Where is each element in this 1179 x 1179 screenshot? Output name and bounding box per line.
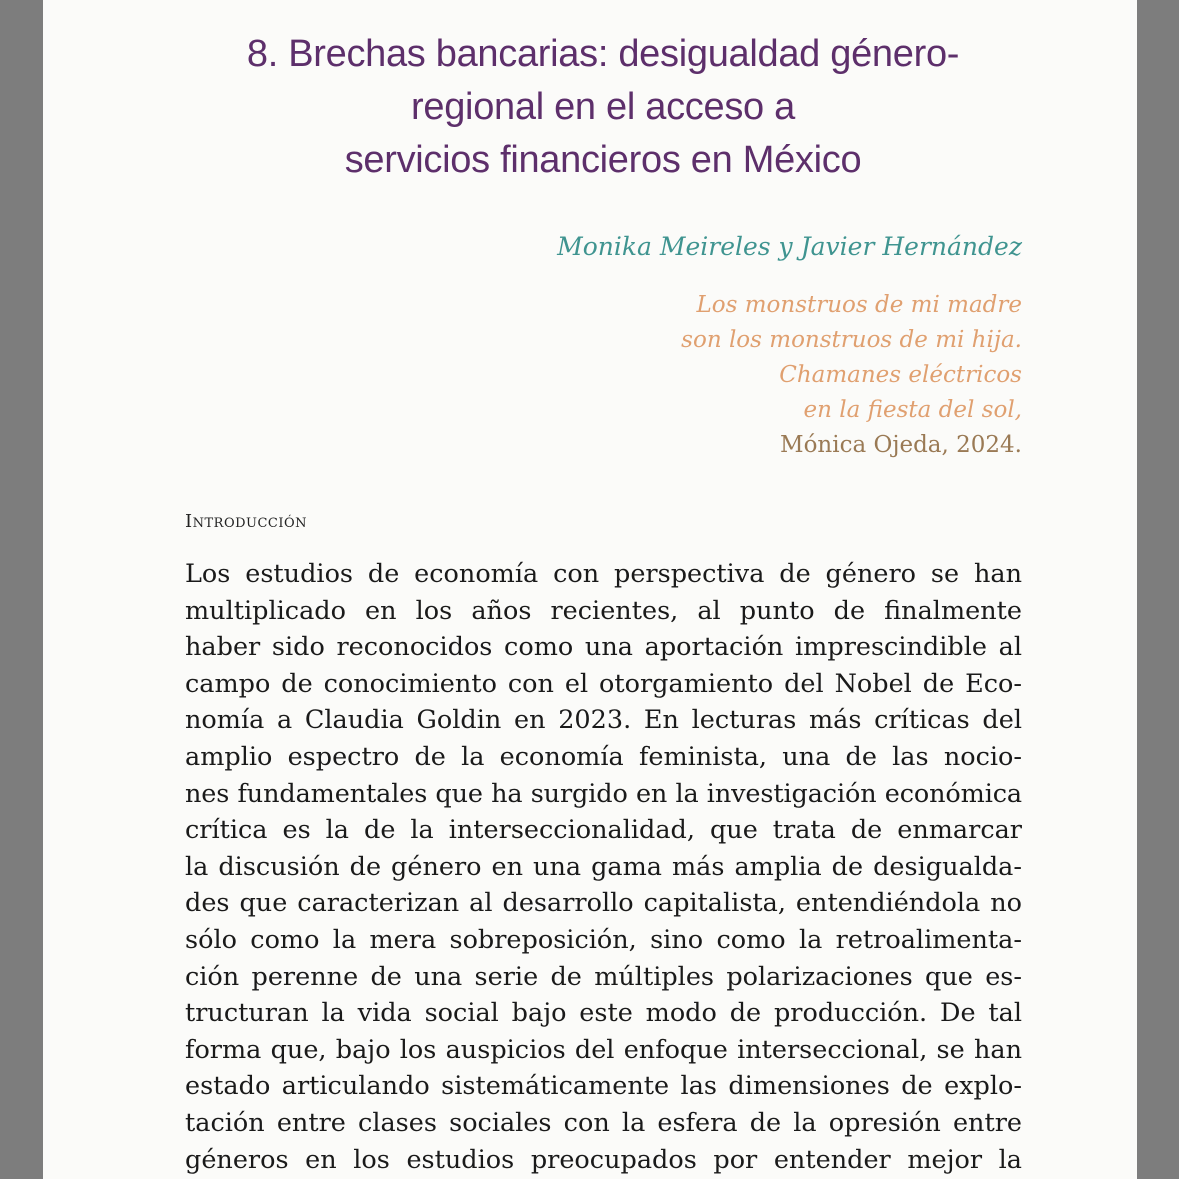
body-line: amplio espectro de la economía feminista, una de las nocio-	[185, 741, 1022, 772]
epigraph-line: Chamanes eléctricos	[779, 362, 1022, 388]
body-line: sólo como la mera sobreposición, sino como la retroalimenta-	[185, 924, 1022, 955]
body-line: campo de conocimiento con el otorgamiento del Nobel de Eco-	[185, 668, 1022, 699]
body-paragraph	[185, 556, 1022, 1178]
body-line: nomía a Claudia Goldin en 2023. En lecturas más críticas del	[185, 705, 1022, 736]
epigraph-attribution: Mónica Ojeda, 2024.	[780, 432, 1022, 458]
body-line: multiplicado en los años recientes, al punto de finalmente	[185, 595, 1022, 626]
body-line: des que caracterizan al desarrollo capitalista, entendiéndola no	[185, 888, 1022, 919]
epigraph	[681, 288, 1022, 463]
chapter-title-line: servicios financieros en México	[344, 139, 862, 181]
body-line: ción perenne de una serie de múltiples polarizaciones que es-	[185, 961, 1022, 992]
body-line: forma que, bajo los auspicios del enfoque interseccional, se han	[185, 1034, 1022, 1065]
chapter-title-line: 8. Brechas bancarias: desigualdad género-	[246, 33, 960, 75]
body-line: nes fundamentales que ha surgido en la investigación económica	[185, 778, 1022, 809]
body-line: estado articulando sistemáticamente las dimensiones de explo-	[185, 1071, 1022, 1102]
epigraph-line: Los monstruos de mi madre	[696, 292, 1022, 318]
chapter-title	[183, 28, 1023, 187]
document-page	[43, 0, 1137, 1179]
body-line: crítica es la de la interseccionalidad, que trata de enmarcar	[185, 815, 1022, 846]
chapter-title-line: regional en el acceso a	[411, 86, 795, 128]
epigraph-line: son los monstruos de mi hija.	[681, 327, 1022, 353]
epigraph-line: en la fiesta del sol,	[803, 397, 1022, 423]
body-line: tación entre clases sociales con la esfera de la opresión entre	[185, 1107, 1022, 1138]
chapter-authors: Monika Meireles y Javier Hernández	[557, 232, 1022, 261]
body-line: Los estudios de economía con perspectiva de género se han	[185, 559, 1022, 589]
body-line: tructuran la vida social bajo este modo de producción. De tal	[185, 998, 1022, 1029]
body-line: haber sido reconocidos como una aportación imprescindible al	[185, 632, 1022, 663]
section-heading: Introducción	[185, 511, 308, 532]
body-line: géneros en los estudios preocupados por entender mejor la	[185, 1144, 1022, 1175]
body-line: la discusión de género en una gama más amplia de desigualda-	[185, 851, 1022, 882]
